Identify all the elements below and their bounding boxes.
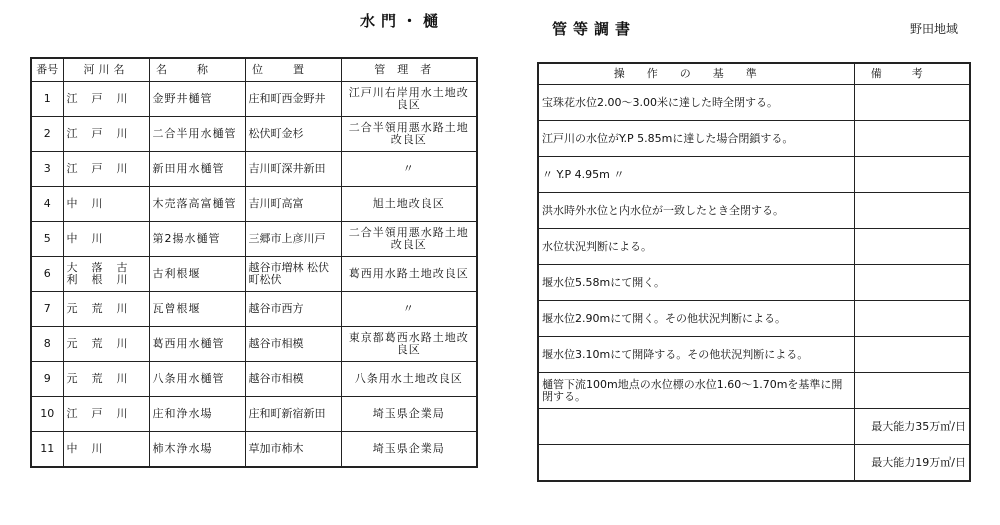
table-header-row	[31, 58, 477, 82]
row-manager: 江戸川右岸用水土地改良区	[341, 82, 477, 117]
row-river: 江戸川	[63, 152, 149, 187]
row-location: 越谷市増林 松伏町松伏	[245, 257, 341, 292]
page-title-right: 管等調書	[552, 20, 637, 38]
row-criteria: 江戸川の水位がY.P 5.85mに達した場合閉鎖する。	[538, 121, 854, 157]
row-number: 11	[31, 432, 63, 468]
row-location: 吉川町深井新田	[245, 152, 341, 187]
row-name: 二合半用水樋管	[149, 117, 245, 152]
row-criteria: 堰水位3.10mにて開降する。その他状況判断による。	[538, 337, 854, 373]
sluice-table	[30, 57, 478, 468]
row-note	[854, 229, 970, 265]
header-note: 備考	[854, 63, 970, 85]
row-manager: 葛西用水路土地改良区	[341, 257, 477, 292]
row-note: 最大能力19万㎥/日	[854, 445, 970, 482]
row-manager: 埼玉県企業局	[341, 432, 477, 468]
table-row	[31, 257, 477, 292]
row-manager: 旭土地改良区	[341, 187, 477, 222]
right-page	[500, 0, 1000, 525]
header-manager: 管理者	[341, 58, 477, 82]
row-location: 越谷市相模	[245, 327, 341, 362]
row-name: 古利根堰	[149, 257, 245, 292]
row-river: 中川	[63, 432, 149, 468]
row-criteria: 堰水位5.58mにて開く。	[538, 265, 854, 301]
row-criteria: 水位状況判断による。	[538, 229, 854, 265]
table-header-row	[538, 63, 970, 85]
table-row	[31, 82, 477, 117]
header-location: 位置	[245, 58, 341, 82]
row-criteria: 堰水位2.90mにて開く。その他状況判断による。	[538, 301, 854, 337]
table-row	[538, 445, 970, 482]
row-note	[854, 337, 970, 373]
table-row	[538, 337, 970, 373]
row-location: 庄和町新宿新田	[245, 397, 341, 432]
row-manager: 二合半領用悪水路土地改良区	[341, 117, 477, 152]
row-number: 8	[31, 327, 63, 362]
table-row	[31, 222, 477, 257]
row-note	[854, 373, 970, 409]
table-row	[31, 152, 477, 187]
row-location: 吉川町高富	[245, 187, 341, 222]
page-title-left: 水門・樋	[360, 12, 445, 30]
table-row	[538, 157, 970, 193]
row-name: 金野井樋管	[149, 82, 245, 117]
row-criteria: 洪水時外水位と内水位が一致したとき全閉する。	[538, 193, 854, 229]
row-number: 3	[31, 152, 63, 187]
row-note	[854, 301, 970, 337]
row-name: 木売落高富樋管	[149, 187, 245, 222]
row-location: 庄和町西金野井	[245, 82, 341, 117]
row-number: 5	[31, 222, 63, 257]
region-label: 野田地域	[910, 22, 959, 36]
row-number: 6	[31, 257, 63, 292]
operation-table	[537, 62, 971, 482]
table-row	[538, 409, 970, 445]
row-name: 庄和浄水場	[149, 397, 245, 432]
row-note	[854, 121, 970, 157]
table-row	[31, 187, 477, 222]
row-location: 松伏町金杉	[245, 117, 341, 152]
table-row	[31, 397, 477, 432]
row-number: 7	[31, 292, 63, 327]
row-river: 元荒川	[63, 362, 149, 397]
row-number: 1	[31, 82, 63, 117]
row-name: 第2揚水樋管	[149, 222, 245, 257]
row-note	[854, 157, 970, 193]
row-criteria: 樋管下流100m地点の水位標の水位1.60～1.70mを基準に開閉する。	[538, 373, 854, 409]
row-location: 越谷市相模	[245, 362, 341, 397]
row-river: 江戸川	[63, 117, 149, 152]
table-row	[31, 327, 477, 362]
row-name: 新田用水樋管	[149, 152, 245, 187]
row-river: 江戸川	[63, 82, 149, 117]
row-name: 八条用水樋管	[149, 362, 245, 397]
row-number: 10	[31, 397, 63, 432]
table-row	[538, 85, 970, 121]
row-manager: 東京都葛西水路土地改良区	[341, 327, 477, 362]
row-location: 越谷市西方	[245, 292, 341, 327]
table-row	[31, 432, 477, 468]
row-river: 元荒川	[63, 292, 149, 327]
row-river: 大落古利根川	[63, 257, 149, 292]
row-criteria: 〃 Y.P 4.95m 〃	[538, 157, 854, 193]
row-name: 瓦曾根堰	[149, 292, 245, 327]
table-row	[538, 193, 970, 229]
row-name: 葛西用水樋管	[149, 327, 245, 362]
row-name: 柿木浄水場	[149, 432, 245, 468]
row-note: 最大能力35万㎥/日	[854, 409, 970, 445]
row-number: 4	[31, 187, 63, 222]
table-row	[31, 362, 477, 397]
row-manager: 八条用水土地改良区	[341, 362, 477, 397]
table-row	[538, 373, 970, 409]
table-row	[538, 301, 970, 337]
row-manager: 〃	[341, 152, 477, 187]
table-row	[31, 292, 477, 327]
row-number: 9	[31, 362, 63, 397]
row-note	[854, 265, 970, 301]
row-river: 中川	[63, 222, 149, 257]
header-river: 河川名	[63, 58, 149, 82]
table-row	[31, 117, 477, 152]
row-river: 元荒川	[63, 327, 149, 362]
row-river: 江戸川	[63, 397, 149, 432]
row-manager: 〃	[341, 292, 477, 327]
row-note	[854, 193, 970, 229]
row-manager: 埼玉県企業局	[341, 397, 477, 432]
header-name: 名称	[149, 58, 245, 82]
table-row	[538, 265, 970, 301]
row-criteria	[538, 445, 854, 482]
table-row	[538, 229, 970, 265]
row-criteria	[538, 409, 854, 445]
header-number: 番号	[31, 58, 63, 82]
row-note	[854, 85, 970, 121]
row-criteria: 宝珠花水位2.00～3.00米に達した時全閉する。	[538, 85, 854, 121]
header-criteria: 操作の基準	[538, 63, 854, 85]
row-location: 三郷市上彦川戸	[245, 222, 341, 257]
row-number: 2	[31, 117, 63, 152]
table-row	[538, 121, 970, 157]
row-manager: 二合半領用悪水路土地改良区	[341, 222, 477, 257]
row-location: 草加市柿木	[245, 432, 341, 468]
row-river: 中川	[63, 187, 149, 222]
